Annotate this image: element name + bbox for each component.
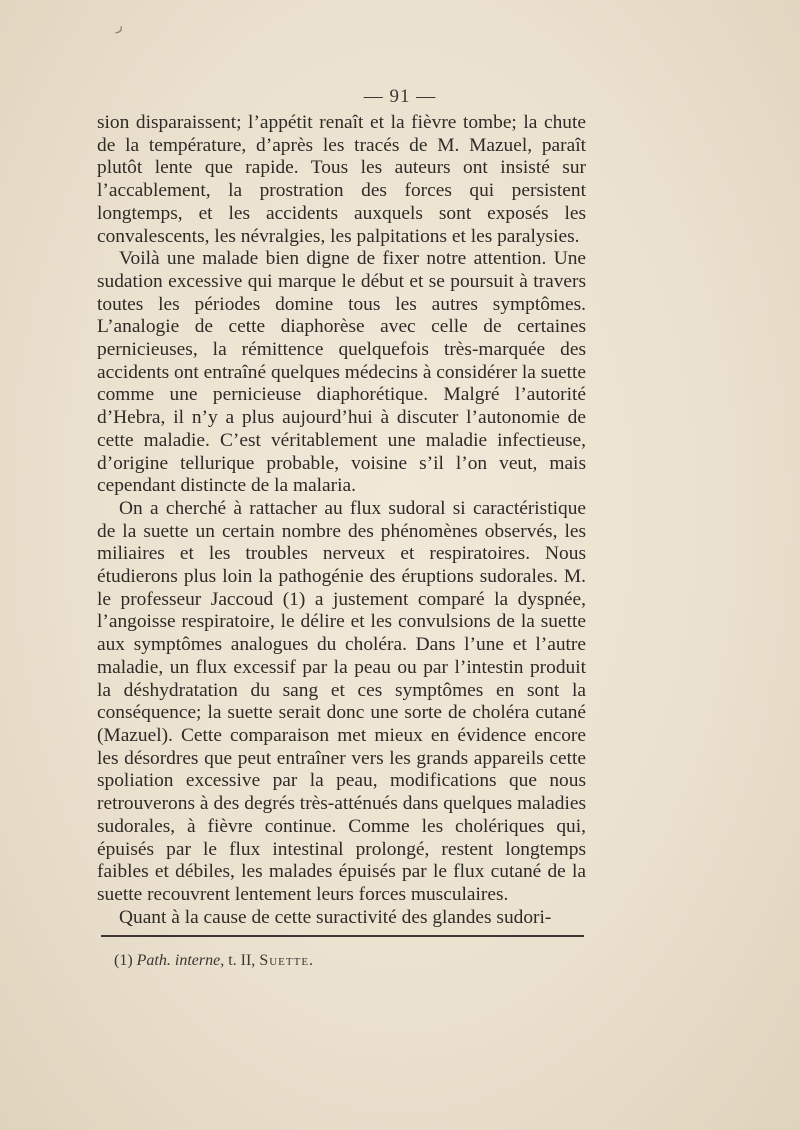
paragraph: Voilà une malade bien digne de fixer notre attention. Une sudation excessive qui marque le début et se poursuit à travers toutes les périodes domine tous les autres symptômes. L’analogie de cette diaphorèse avec celle de certaines pernicieuses, la rémittence quelquefois très-marquée des accidents ont entraîné quelques médecins à considérer la suette comme une pernicieuse diaphorétique. Malgré l’autorité d’Hebra, il n’y a plus aujourd’hui à discuter l’autonomie de cette maladie. C’est véritablement une maladie infectieuse, d’origine tellurique probable, voisine s’il l’on veut, mais cependant distincte de la malaria.	[97, 248, 586, 497]
page-number: — 91 —	[363, 86, 437, 107]
body-text	[97, 112, 586, 929]
footnote	[114, 952, 584, 970]
corner-mark: ر	[116, 19, 123, 34]
footnote-divider	[101, 935, 584, 937]
footnote-title: Path. interne,	[136, 952, 225, 969]
paragraph: sion disparaissent; l’appétit renaît et la fièvre tombe; la chute de la température, d’après les tracés de M. Mazuel, paraît plutôt lente que rapide. Tous les auteurs ont insisté sur l’accablement, la prostration des forces qui persistent longtemps, et les accidents auxquels sont exposés les convalescents, les névralgies, les palpitations et les paralysies.	[97, 112, 586, 247]
paragraph: Quant à la cause de cette suractivité des glandes sudori-	[119, 906, 552, 928]
footnote-volume: t. II,	[228, 952, 256, 969]
paragraph: On a cherché à rattacher au flux sudoral si caractéristique de la suette un certain nombre des phénomènes observés, les miliaires et les troubles nerveux et respiratoires. Nous étudierons plus loin la pathogénie des éruptions sudorales. M. le professeur Jaccoud (1) a justement comparé la dyspnée, l’angoisse respiratoire, le délire et les convulsions de la suette aux symptômes analogues du choléra. Dans l’une et l’autre maladie, un flux excessif par la peau ou par l’intestin produit la déshydratation du sang et ces symptômes en sont la conséquence; la suette serait donc une sorte de choléra cutané (Mazuel). Cette comparaison met mieux en évidence encore les désordres que peut entraîner vers les grands appareils cette spoliation excessive par la peau, modifications que nous retrouverons à des degrés très-atténués dans quelques maladies sudorales, à fièvre continue. Comme les cholériques qui, épuisés par le flux intestinal prolongé, restent longtemps faibles et débiles, les malades épuisés par le flux cutané de la suette recouvrent lentement leurs forces musculaires.	[97, 497, 586, 905]
footnote-section: Suette.	[259, 952, 315, 969]
footnote-marker: (1)	[114, 952, 133, 969]
